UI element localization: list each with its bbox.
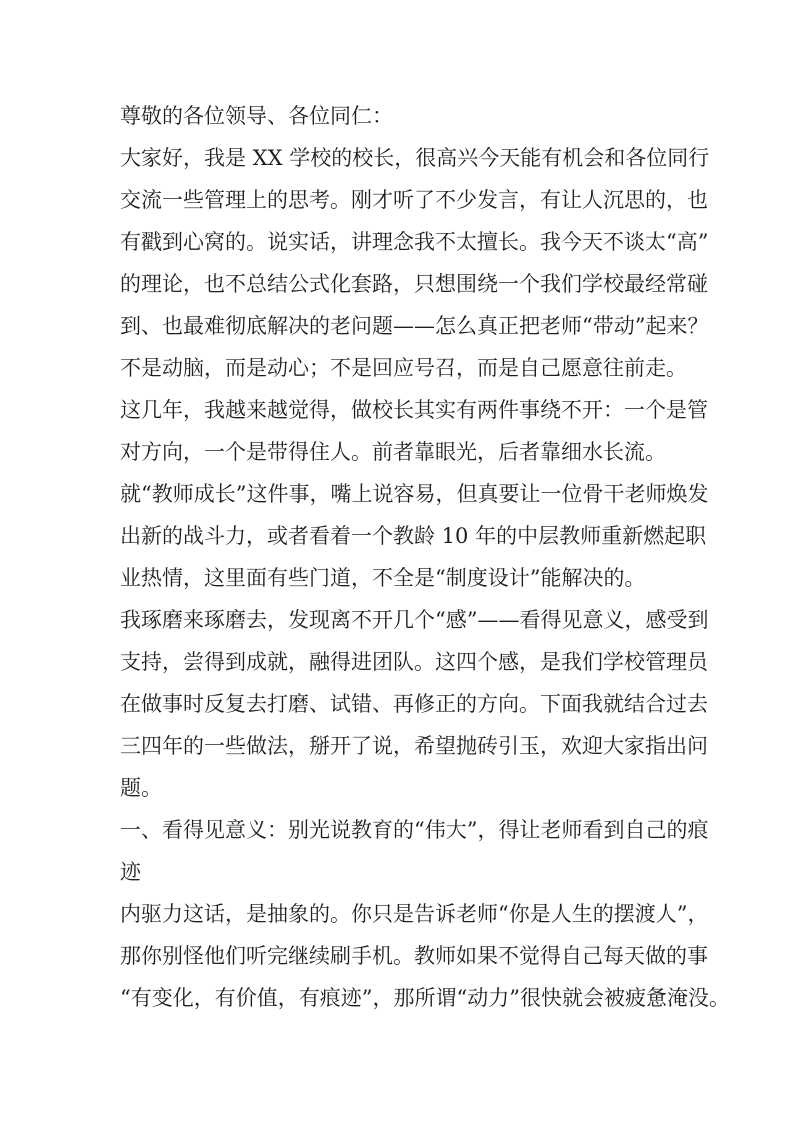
text-line: 在做事时反复去打磨、试错、再修正的方向。下面我就结合过去 xyxy=(120,692,708,716)
text-line: 尊敬的各位领导、各位同仁： xyxy=(120,104,393,128)
text-line: 我琢磨来琢磨去，发现离不开几个“感”——看得见意义，感受到 xyxy=(120,608,709,632)
document-body xyxy=(120,102,730,1026)
paragraph xyxy=(120,144,710,396)
text-line: 交流一些管理上的思考。刚才听了不少发言，有让人沉思的，也 xyxy=(120,188,708,212)
text-line: “有变化，有价值，有痕迹”，那所谓“动力”很快就会被疲惫淹没。 xyxy=(120,986,730,1010)
paragraph xyxy=(120,606,709,816)
text-line: 一、看得见意义：别光说教育的“伟大”，得让老师看到自己的痕 xyxy=(120,818,709,842)
text-line: 出新的战斗力，或者看着一个教龄 10 年的中层教师重新燃起职 xyxy=(120,524,707,548)
text-line: 有戳到心窝的。说实话，讲理念我不太擅长。我今天不谈太“高” xyxy=(120,230,709,254)
paragraph xyxy=(120,900,730,1026)
paragraph xyxy=(120,396,708,480)
text-line: 大家好，我是 XX 学校的校长，很高兴今天能有机会和各位同行 xyxy=(120,146,710,170)
text-line: 题。 xyxy=(120,776,162,800)
text-line: 那你别怪他们听完继续刷手机。教师如果不觉得自己每天做的事 xyxy=(120,944,708,968)
text-line: 不是动脑，而是动心；不是回应号召，而是自己愿意往前走。 xyxy=(120,356,687,380)
text-line: 业热情，这里面有些门道，不全是“制度设计”能解决的。 xyxy=(120,566,646,590)
paragraph xyxy=(120,816,709,900)
text-line: 就“教师成长”这件事，嘴上说容易，但真要让一位骨干老师焕发 xyxy=(120,482,709,506)
paragraph xyxy=(120,480,709,606)
text-line: 对方向，一个是带得住人。前者靠眼光，后者靠细水长流。 xyxy=(120,440,666,464)
text-line: 内驱力这话，是抽象的。你只是告诉老师“你是人生的摆渡人”， xyxy=(120,902,709,926)
text-line: 支持，尝得到成就，融得进团队。这四个感，是我们学校管理员 xyxy=(120,650,708,674)
paragraph xyxy=(120,102,677,144)
text-line: 到、也最难彻底解决的老问题——怎么真正把老师“带动”起来？ xyxy=(120,314,709,338)
text-line: 三四年的一些做法，掰开了说，希望抛砖引玉，欢迎大家指出问 xyxy=(120,734,708,758)
text-line: 迹 xyxy=(120,860,141,884)
text-line: 这几年，我越来越觉得，做校长其实有两件事绕不开：一个是管 xyxy=(120,398,708,422)
text-line: 的理论，也不总结公式化套路，只想围绕一个我们学校最经常碰 xyxy=(120,272,708,296)
